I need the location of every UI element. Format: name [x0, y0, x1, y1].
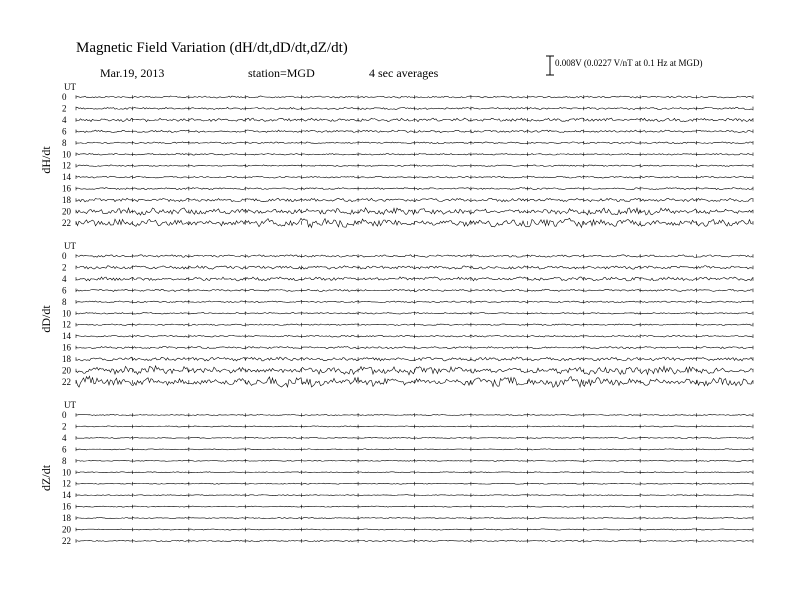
hour-label: 10	[62, 467, 71, 478]
ut-label: UT	[64, 82, 76, 92]
hour-label: 16	[62, 501, 71, 512]
panel-2	[39, 241, 753, 387]
hour-label: 22	[62, 217, 71, 228]
hour-label: 4	[62, 114, 67, 125]
ut-label: UT	[64, 400, 76, 410]
hour-label: 10	[62, 149, 71, 160]
hour-label: 4	[62, 273, 67, 284]
hour-label: 6	[62, 285, 67, 296]
averaging-label: 4 sec averages	[369, 66, 439, 80]
hour-label: 22	[62, 535, 71, 546]
hour-label: 22	[62, 376, 71, 387]
hour-label: 14	[62, 490, 71, 501]
scale-bar	[546, 56, 554, 75]
hour-label: 0	[62, 410, 67, 420]
hour-label: 18	[62, 354, 71, 365]
hour-label: 8	[62, 137, 67, 148]
hour-label: 14	[62, 331, 71, 342]
date-label: Mar.19, 2013	[100, 66, 165, 80]
chart-title: Magnetic Field Variation (dH/dt,dD/dt,dZ/dt)	[76, 40, 348, 56]
hour-label: 0	[62, 251, 67, 261]
hour-label: 14	[62, 172, 71, 183]
hour-label: 20	[62, 206, 71, 217]
hour-label: 18	[62, 195, 71, 206]
hour-label: 8	[62, 296, 67, 307]
hour-label: 12	[62, 478, 71, 489]
hour-label: 12	[62, 319, 71, 330]
component-label: dZ/dt	[39, 464, 53, 491]
hour-label: 6	[62, 444, 67, 455]
hour-label: 16	[62, 342, 71, 353]
hour-label: 4	[62, 432, 67, 443]
hour-label: 2	[62, 103, 67, 114]
ut-label: UT	[64, 241, 76, 251]
hour-label: 16	[62, 183, 71, 194]
hour-label: 8	[62, 455, 67, 466]
hour-label: 0	[62, 92, 67, 102]
hour-label: 10	[62, 308, 71, 319]
station-label: station=MGD	[248, 66, 315, 80]
panel-3	[39, 400, 753, 546]
hour-label: 20	[62, 524, 71, 535]
scale-label: 0.008V (0.0227 V/nT at 0.1 Hz at MGD)	[555, 58, 703, 68]
panel-1	[39, 82, 753, 228]
hour-label: 2	[62, 262, 67, 273]
hour-label: 6	[62, 126, 67, 137]
component-label: dD/dt	[39, 305, 53, 333]
hour-label: 20	[62, 365, 71, 376]
hour-label: 12	[62, 160, 71, 171]
hour-label: 2	[62, 421, 67, 432]
hour-label: 18	[62, 513, 71, 524]
component-label: dH/dt	[39, 146, 53, 174]
